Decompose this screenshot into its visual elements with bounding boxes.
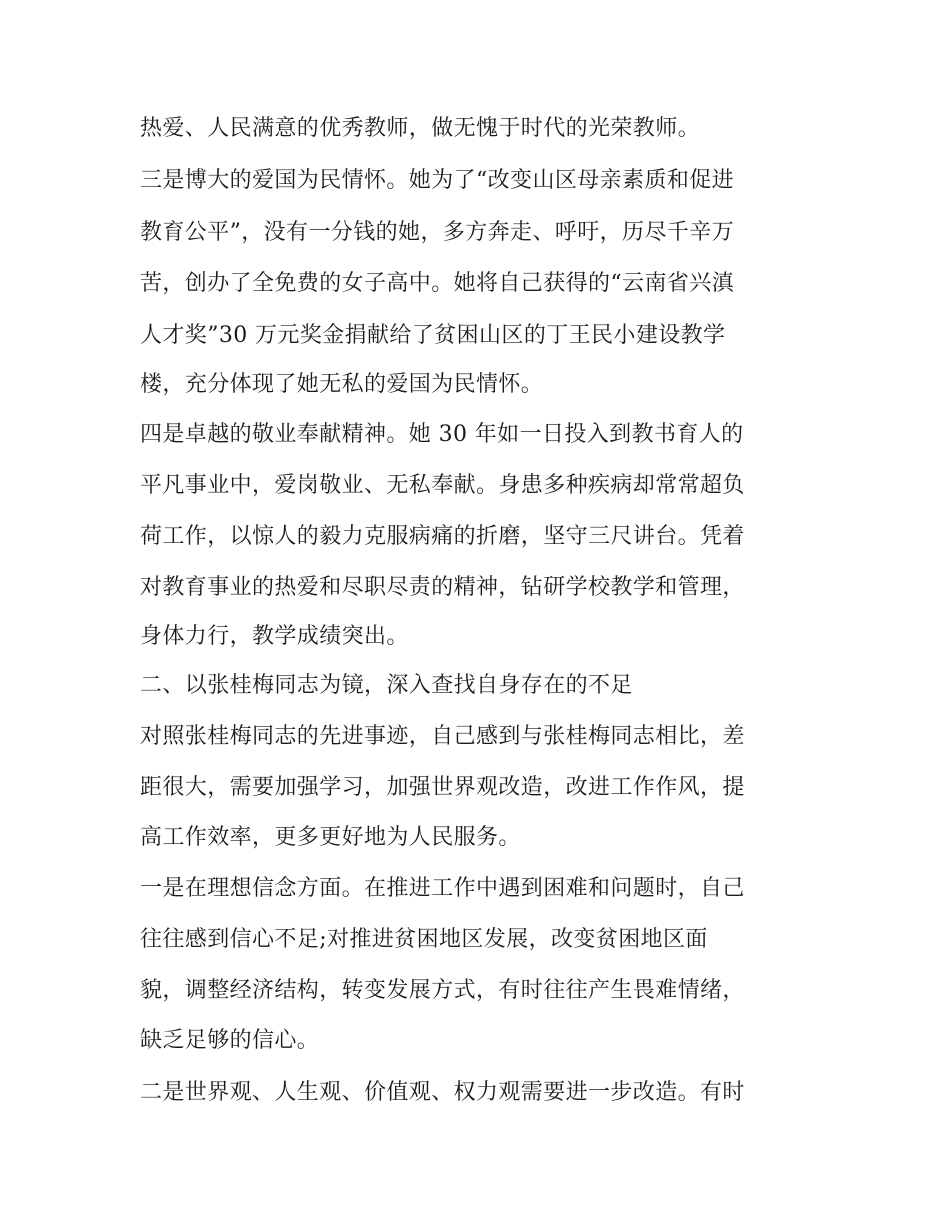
text-line: 高工作效率，更多更好地为人民服务。: [140, 825, 521, 850]
text-line: 苦，创办了全免费的女子高中。她将自己获得的“云南省兴滇: [140, 271, 735, 296]
text-line: 对照张桂梅同志的先进事迹，自己感到与张桂梅同志相比，差: [140, 724, 745, 749]
text-line: 人才奖”30 万元奖金捐献给了贫困山区的丁王民小建设教学: [140, 323, 726, 348]
text-line: 貌，调整经济结构，转变发展方式，有时往往产生畏难情绪，: [140, 978, 745, 1003]
text-line: 平凡事业中，爱岗敬业、无私奉献。身患多种疾病却常常超负: [140, 473, 745, 498]
text-line: 往往感到信心不足;对推进贫困地区发展，改变贫困地区面: [140, 927, 708, 952]
text-line: 二是世界观、人生观、价值观、权力观需要进一步改造。有时: [140, 1080, 745, 1105]
text-line: 缺乏足够的信心。: [140, 1028, 320, 1053]
section-heading: 二、以张桂梅同志为镜，深入查找自身存在的不足: [140, 673, 633, 698]
text-line: 教育公平”，没有一分钱的她，多方奔走、呼吁，历尽千辛万: [140, 220, 735, 245]
text-line: 一是在理想信念方面。在推进工作中遇到困难和问题时，自己: [140, 876, 745, 901]
text-line: 热爱、人民满意的优秀教师，做无愧于时代的光荣教师。: [140, 116, 701, 141]
text-line: 楼，充分体现了她无私的爱国为民情怀。: [140, 372, 544, 397]
text-line: 身体力行，教学成绩突出。: [140, 624, 409, 649]
text-line: 四是卓越的敬业奉献精神。她 30 年如一日投入到教书育人的: [140, 422, 744, 447]
text-line: 距很大，需要加强学习，加强世界观改造，改进工作作风，提: [140, 775, 745, 800]
text-line: 荷工作，以惊人的毅力克服病痛的折磨，坚守三尺讲台。凭着: [140, 524, 745, 549]
text-line: 三是博大的爱国为民情怀。她为了“改变山区母亲素质和促进: [140, 168, 735, 193]
text-line: 对教育事业的热爱和尽职尽责的精神，钻研学校教学和管理，: [140, 575, 745, 600]
